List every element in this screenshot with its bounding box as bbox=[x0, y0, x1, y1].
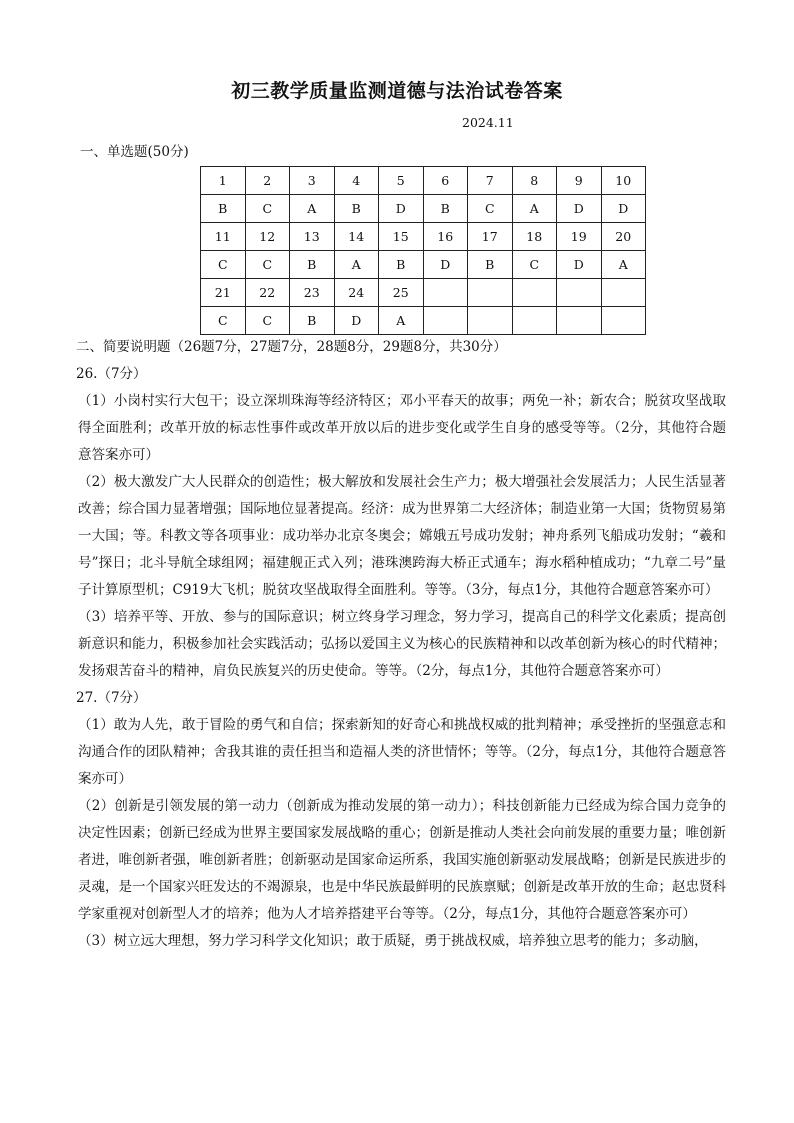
question-number-cell: 10 bbox=[601, 167, 646, 195]
question-number-cell: 13 bbox=[290, 223, 335, 251]
answer-cell: C bbox=[201, 251, 246, 279]
question-number-cell: 23 bbox=[290, 279, 335, 307]
q26-answer-2: （2）极大激发广大人民群众的创造性；极大解放和发展社会生产力；极大增强社会发展活力；人民生活显著改善；综合国力显著增强；国际地位显著提高。经济：成为世界第二大经济体；制造业第一大国；货物贸易第一大国；等。科教文等各项事业：成功举办北京冬奥会；嫦娥五号成功发射；神舟系列飞船成功发射；“羲和号”探日；北斗导航全球组网；福建舰正式入列；港珠澳跨海大桥正式通车；海水稻种植成功；“九章二号”量子计算原型机；C919大飞机；脱贫攻坚战取得全面胜利。等等。（3分，每点1分，其他符合题意答案亦可） bbox=[78, 474, 726, 598]
question-number-cell: 25 bbox=[379, 279, 424, 307]
question-number-cell bbox=[468, 279, 513, 307]
section1-heading: 一、单选题(50分) bbox=[80, 144, 189, 160]
question-number-cell: 9 bbox=[557, 167, 602, 195]
section2 bbox=[76, 334, 726, 955]
question-number-cell: 16 bbox=[423, 223, 468, 251]
q27-label: 27.（7分） bbox=[76, 690, 147, 706]
answer-cell bbox=[512, 307, 557, 335]
answer-cell: B bbox=[201, 195, 246, 223]
answer-cell: C bbox=[245, 251, 290, 279]
question-number-cell: 22 bbox=[245, 279, 290, 307]
question-number-cell bbox=[512, 279, 557, 307]
answer-cell: D bbox=[423, 251, 468, 279]
answer-cell: C bbox=[245, 195, 290, 223]
answer-row bbox=[201, 167, 646, 195]
answer-row bbox=[201, 279, 646, 307]
answer-row bbox=[201, 223, 646, 251]
question-number-cell: 4 bbox=[334, 167, 379, 195]
question-number-cell: 19 bbox=[557, 223, 602, 251]
answer-cell bbox=[601, 307, 646, 335]
question-number-cell: 3 bbox=[290, 167, 335, 195]
answer-cell: A bbox=[290, 195, 335, 223]
question-number-cell bbox=[557, 279, 602, 307]
question-number-cell bbox=[601, 279, 646, 307]
q27-answer-3: （3）树立远大理想，努力学习科学文化知识；敢于质疑，勇于挑战权威，培养独立思考的能力；多动脑， bbox=[78, 933, 708, 949]
question-number-cell: 17 bbox=[468, 223, 513, 251]
question-number-cell: 21 bbox=[201, 279, 246, 307]
answer-cell: D bbox=[601, 195, 646, 223]
answer-cell: D bbox=[557, 195, 602, 223]
answer-cell: C bbox=[245, 307, 290, 335]
answer-cell bbox=[423, 307, 468, 335]
question-number-cell: 1 bbox=[201, 167, 246, 195]
question-number-cell: 7 bbox=[468, 167, 513, 195]
exam-date: 2024.11 bbox=[462, 115, 514, 130]
answer-cell: C bbox=[468, 195, 513, 223]
question-number-cell: 12 bbox=[245, 223, 290, 251]
question-number-cell: 8 bbox=[512, 167, 557, 195]
answer-row bbox=[201, 195, 646, 223]
q27-answer-1: （1）敢为人先，敢于冒险的勇气和自信；探索新知的好奇心和挑战权威的批判精神；承受挫折的坚强意志和沟通合作的团队精神；舍我其谁的责任担当和造福人类的济世情怀；等等。（2分，每点1分，其他符合题意答案亦可） bbox=[78, 717, 726, 787]
q27-answer-2: （2）创新是引领发展的第一动力（创新成为推动发展的第一动力）；科技创新能力已经成为综合国力竞争的决定性因素；创新已经成为世界主要国家发展战略的重心；创新是推动人类社会向前发展的重要力量；唯创新者进，唯创新者强，唯创新者胜；创新驱动是国家命运所系，我国实施创新驱动发展战略；创新是民族进步的灵魂，是一个国家兴旺发达的不竭源泉，也是中华民族最鲜明的民族禀赋；创新是改革开放的生命；赵忠贤科学家重视对创新型人才的培养；他为人才培养搭建平台等等。（2分，每点1分，其他符合题意答案亦可） bbox=[78, 798, 726, 922]
question-number-cell: 20 bbox=[601, 223, 646, 251]
answer-cell bbox=[557, 307, 602, 335]
answer-cell: B bbox=[290, 307, 335, 335]
answer-row bbox=[201, 251, 646, 279]
answer-cell: B bbox=[468, 251, 513, 279]
answer-cell: C bbox=[512, 251, 557, 279]
answer-cell: B bbox=[290, 251, 335, 279]
answer-cell: A bbox=[601, 251, 646, 279]
question-number-cell: 5 bbox=[379, 167, 424, 195]
q26-label: 26.（7分） bbox=[76, 366, 147, 382]
q26-answer-1: （1）小岗村实行大包干；设立深圳珠海等经济特区；邓小平春天的故事；两免一补；新农合；脱贫攻坚战取得全面胜利；改革开放的标志性事件或改革开放以后的进步变化或学生自身的感受等等。（2分，其他符合题意答案亦可） bbox=[78, 393, 726, 463]
answer-cell: D bbox=[334, 307, 379, 335]
section2-heading: 二、简要说明题（26题7分，27题7分，28题8分，29题8分，共30分） bbox=[76, 339, 507, 355]
answer-cell: D bbox=[557, 251, 602, 279]
answer-cell: D bbox=[379, 195, 424, 223]
question-number-cell: 14 bbox=[334, 223, 379, 251]
question-number-cell: 11 bbox=[201, 223, 246, 251]
question-number-cell: 18 bbox=[512, 223, 557, 251]
question-number-cell bbox=[423, 279, 468, 307]
answer-row bbox=[201, 307, 646, 335]
question-number-cell: 6 bbox=[423, 167, 468, 195]
question-number-cell: 24 bbox=[334, 279, 379, 307]
answer-cell: A bbox=[512, 195, 557, 223]
answer-cell bbox=[468, 307, 513, 335]
page-title: 初三教学质量监测道德与法治试卷答案 bbox=[231, 80, 563, 102]
answer-cell: B bbox=[334, 195, 379, 223]
answer-cell: B bbox=[379, 251, 424, 279]
answer-cell: A bbox=[379, 307, 424, 335]
answer-cell: B bbox=[423, 195, 468, 223]
q26-answer-3: （3）培养平等、开放、参与的国际意识；树立终身学习理念，努力学习，提高自己的科学文化素质；提高创新意识和能力，积极参加社会实践活动；弘扬以爱国主义为核心的民族精神和以改革创新为核心的时代精神；发扬艰苦奋斗的精神，肩负民族复兴的历史使命。等等。（2分，每点1分，其他符合题意答案亦可） bbox=[78, 609, 726, 679]
answer-cell: C bbox=[201, 307, 246, 335]
answer-table bbox=[200, 166, 646, 335]
question-number-cell: 15 bbox=[379, 223, 424, 251]
answer-cell: A bbox=[334, 251, 379, 279]
question-number-cell: 2 bbox=[245, 167, 290, 195]
